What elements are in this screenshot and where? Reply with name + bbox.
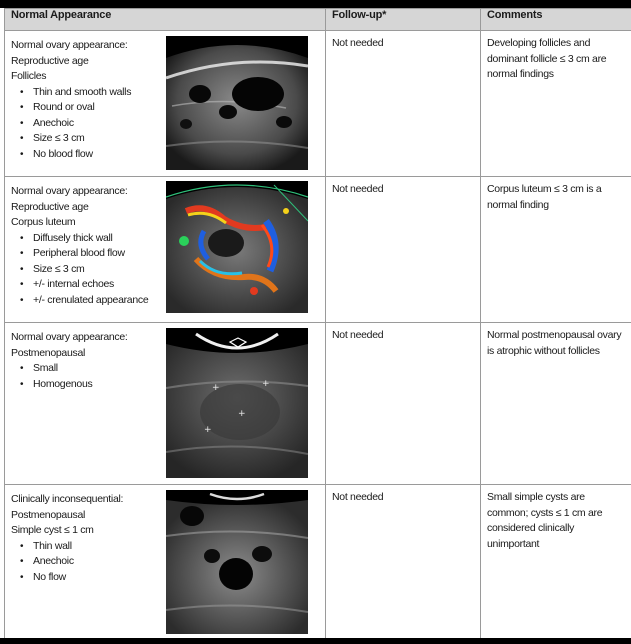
ultrasound-follicles-image	[166, 36, 308, 170]
table-row	[5, 31, 631, 177]
appearance-line: Postmenopausal	[11, 346, 86, 359]
criteria-item: • Homogenous	[11, 377, 161, 393]
svg-text:+: +	[262, 379, 270, 389]
criteria-item: • Diffusely thick wall	[11, 231, 161, 247]
bottom-border	[0, 638, 631, 644]
criteria-item: • +/- internal echoes	[11, 277, 161, 293]
appearance-line: Normal ovary appearance:	[11, 185, 128, 197]
criteria-list	[11, 85, 161, 163]
svg-text:+: +	[212, 383, 220, 393]
appearance-line: Postmenopausal	[11, 508, 86, 521]
ovary-guideline-table	[4, 8, 631, 641]
follow-up-cell: Not needed	[326, 323, 481, 485]
ultrasound-corpus-luteum-doppler-image	[166, 181, 308, 313]
header-row	[5, 9, 631, 31]
criteria-item: • +/- crenulated appearance	[11, 293, 161, 309]
criteria-item: • No blood flow	[11, 147, 161, 163]
criteria-item: • Anechoic	[11, 116, 161, 132]
appearance-line: Corpus luteum	[11, 216, 76, 228]
follow-up-cell: Not needed	[326, 485, 481, 641]
table-row	[5, 177, 631, 323]
svg-text:+: +	[238, 409, 246, 419]
appearance-cell	[5, 485, 326, 641]
criteria-list	[11, 231, 161, 309]
criteria-item: • No flow	[11, 570, 161, 586]
table-row	[5, 485, 631, 641]
appearance-line: Normal ovary appearance:	[11, 331, 128, 343]
criteria-item: • Small	[11, 361, 161, 377]
appearance-line: Reproductive age	[11, 54, 89, 67]
criteria-item: • Thin and smooth walls	[11, 85, 161, 101]
criteria-item: • Anechoic	[11, 554, 161, 570]
table-row	[5, 323, 631, 485]
svg-text:+: +	[204, 425, 212, 435]
comment-cell: Normal postmenopausal ovary is atrophic without follicles	[481, 323, 631, 485]
header-follow-up: Follow-up*	[326, 9, 481, 31]
appearance-cell	[5, 177, 326, 323]
follow-up-cell: Not needed	[326, 177, 481, 323]
top-border	[0, 0, 631, 8]
comment-cell: Corpus luteum ≤ 3 cm is a normal finding	[481, 177, 631, 323]
criteria-list	[11, 539, 161, 586]
criteria-item: • Round or oval	[11, 100, 161, 116]
appearance-line: Normal ovary appearance:	[11, 39, 128, 51]
criteria-list	[11, 361, 161, 392]
ultrasound-simple-cyst-image	[166, 490, 308, 634]
appearance-cell	[5, 323, 326, 485]
follow-up-cell: Not needed	[326, 31, 481, 177]
appearance-line: Simple cyst ≤ 1 cm	[11, 524, 94, 536]
criteria-item: • Peripheral blood flow	[11, 246, 161, 262]
criteria-item: • Size ≤ 3 cm	[11, 262, 161, 278]
appearance-line: Reproductive age	[11, 200, 89, 213]
criteria-item: • Thin wall	[11, 539, 161, 555]
header-comments: Comments	[481, 9, 631, 31]
criteria-item: • Size ≤ 3 cm	[11, 131, 161, 147]
appearance-line: Follicles	[11, 70, 47, 82]
appearance-line: Clinically inconsequential:	[11, 493, 124, 505]
ultrasound-postmenopausal-ovary-image	[166, 328, 308, 478]
header-appearance: Normal Appearance	[5, 9, 326, 31]
comment-cell: Small simple cysts are common; cysts ≤ 1 cm are considered clinically unimportant	[481, 485, 631, 641]
appearance-cell	[5, 31, 326, 177]
comment-cell: Developing follicles and dominant follicle ≤ 3 cm are normal findings	[481, 31, 631, 177]
